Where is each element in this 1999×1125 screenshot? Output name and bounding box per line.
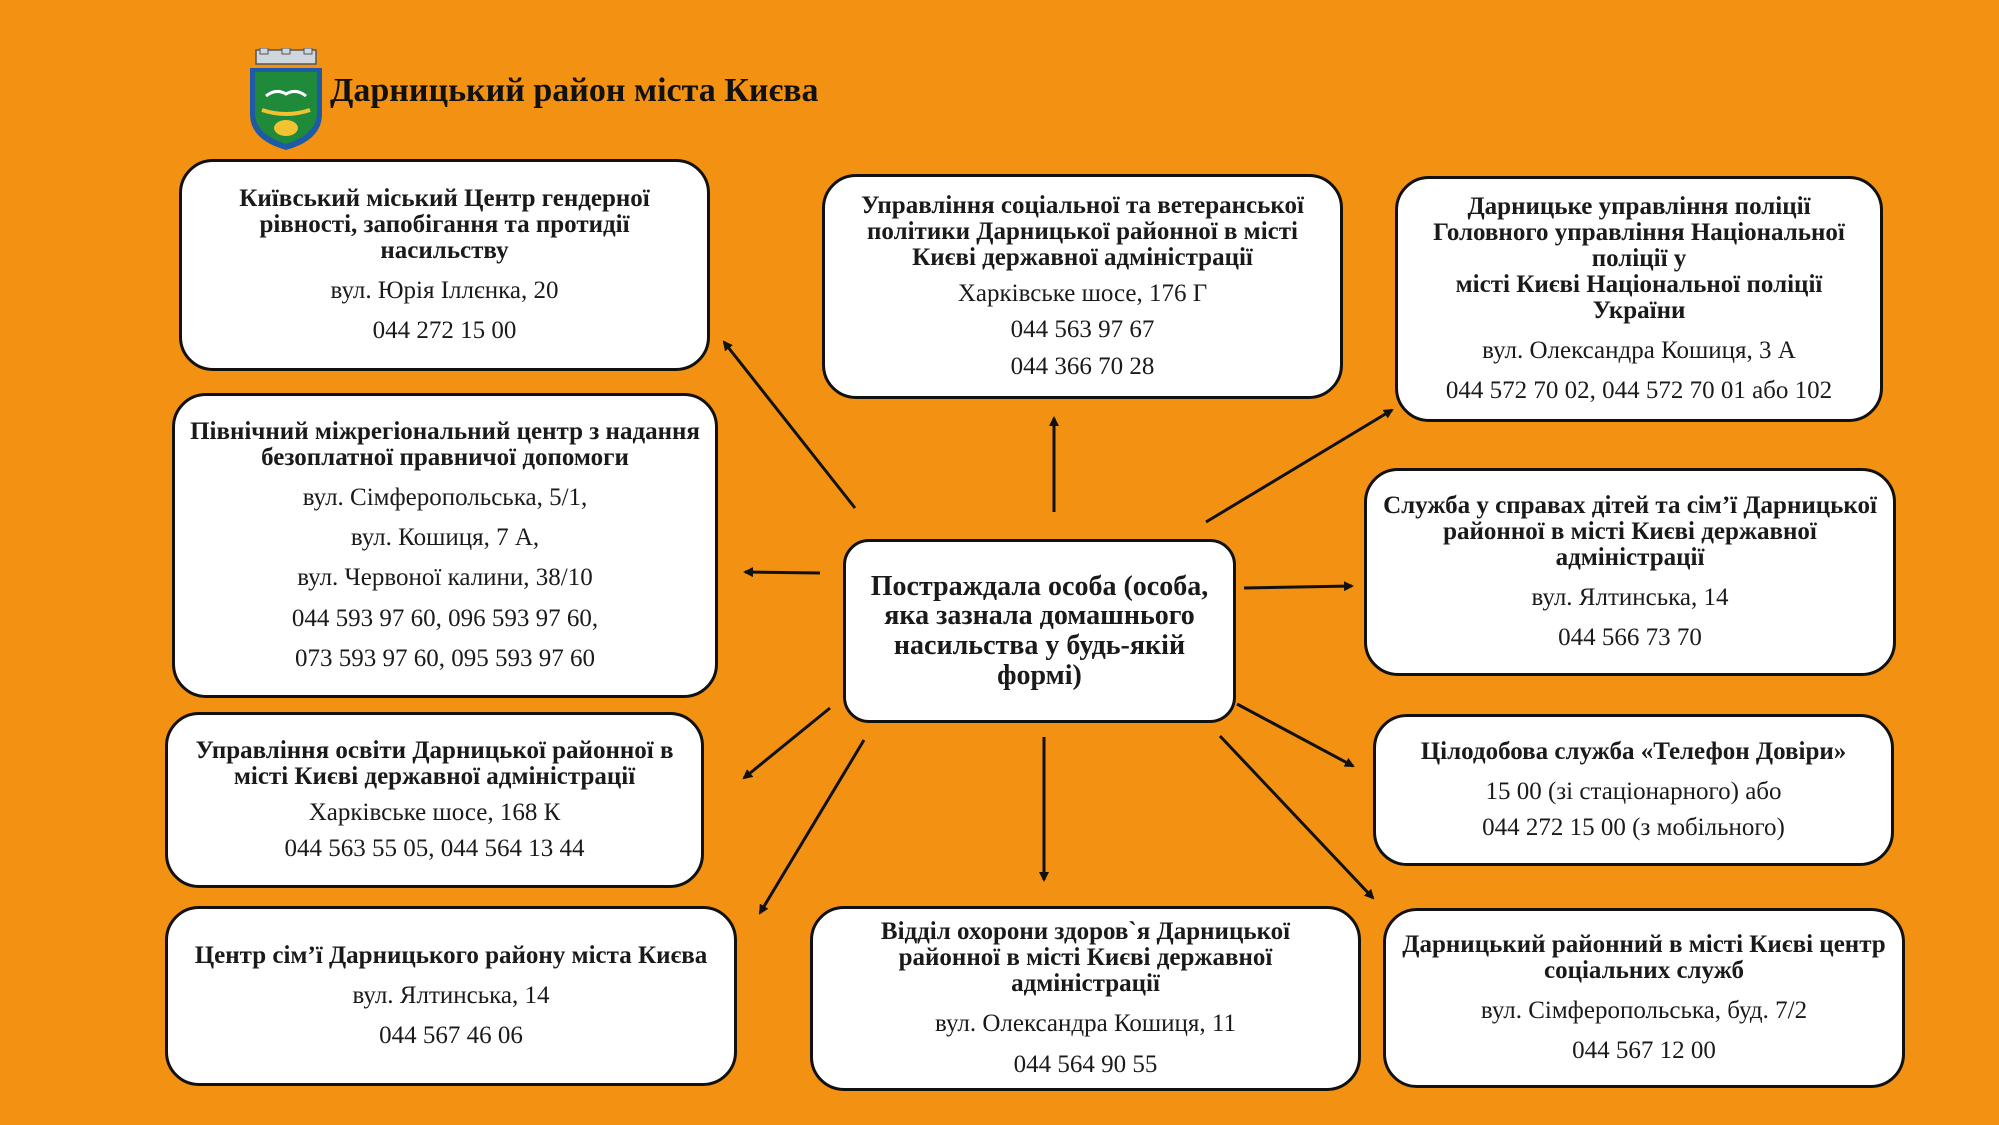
education-phone: 044 563 55 05, 044 564 13 44 <box>284 835 585 862</box>
trust-phone-box <box>1373 714 1894 866</box>
arrow-to-education <box>744 708 830 778</box>
police-phone: 044 572 70 02, 044 572 70 01 або 102 <box>1445 377 1833 404</box>
police-title-line-1: Дарницьке управління поліції Головного управління Національної поліції у <box>1433 192 1845 272</box>
arrow-to-trust-phone <box>1237 704 1353 766</box>
social-policy-address: Харківське шосе, 176 Г <box>957 280 1208 308</box>
trust-phone-line-1: 15 00 (зі стаціонарного) або <box>1485 777 1782 805</box>
education-address: Харківське шосе, 168 К <box>308 798 561 826</box>
arrow-to-children-service <box>1244 586 1352 588</box>
legal-aid-phone-2: 073 593 97 60, 095 593 97 60 <box>295 644 595 672</box>
social-services-phone: 044 567 12 00 <box>1572 1037 1716 1064</box>
children-service-address: вул. Ялтинська, 14 <box>1531 583 1729 611</box>
legal-aid-phone-1: 044 593 97 60, 096 593 97 60, <box>291 604 599 632</box>
education-title: Управління освіти Дарницької районної в місті Києві державної адміністрації <box>195 736 674 790</box>
trust-phone-title: Цілодобова служба «Телефон Довіри» <box>1420 737 1847 765</box>
social-policy-box <box>822 174 1343 399</box>
family-center-title: Центр сім’ї Дарницького району міста Києва <box>194 941 708 969</box>
health-title: Відділ охорони здоров`я Дарницької районної в місті Києві державної адміністрації <box>880 918 1291 998</box>
health-phone: 044 564 90 55 <box>1013 1050 1158 1078</box>
family-center-address: вул. Ялтинська, 14 <box>352 981 550 1009</box>
gender-center-box <box>179 159 710 371</box>
police-title-line-2: місті Києві Національної поліції України <box>1455 270 1823 324</box>
trust-phone-line-2: 044 272 15 00 (з мобільного) <box>1482 814 1785 841</box>
education-box <box>165 712 704 888</box>
legal-aid-address-1: вул. Сімферопольська, 5/1, <box>302 483 588 511</box>
social-services-address: вул. Сімферопольська, буд. 7/2 <box>1480 996 1808 1024</box>
arrow-to-family-center <box>760 740 864 913</box>
arrow-to-legal-aid <box>745 572 820 573</box>
social-policy-title: Управління соціальної та ветеранської політики Дарницької районної в місті Києві державної адміністрації <box>861 192 1304 272</box>
children-service-phone: 044 566 73 70 <box>1558 624 1702 651</box>
legal-aid-address-3: вул. Червоної калини, 38/10 <box>297 564 593 592</box>
family-center-box <box>165 906 737 1086</box>
social-policy-phone-1: 044 563 97 67 <box>1010 316 1155 344</box>
police-box <box>1395 176 1883 422</box>
family-center-phone: 044 567 46 06 <box>379 1022 523 1049</box>
gender-center-title: Київський міський Центр гендерної рівності, запобігання та протидії насильству <box>239 184 650 264</box>
gender-center-address: вул. Юрія Іллєнка, 20 <box>330 276 559 304</box>
legal-aid-title: Північний міжрегіональний центр з надання безоплатної правничої допомоги <box>190 417 700 471</box>
arrow-to-social-services <box>1220 736 1373 898</box>
legal-aid-box <box>172 393 718 698</box>
children-service-box <box>1364 468 1896 676</box>
health-box <box>810 906 1361 1091</box>
center-victim-box <box>843 539 1236 723</box>
center-victim-title: Постраждала особа (особа, яка зазнала домашнього насильства у будь-якій формі) <box>870 570 1209 691</box>
social-policy-phone-2: 044 366 70 28 <box>1010 352 1155 380</box>
health-address: вул. Олександра Кошиця, 11 <box>935 1010 1236 1038</box>
police-address: вул. Олександра Кошиця, 3 А <box>1482 336 1796 364</box>
gender-center-phone: 044 272 15 00 <box>372 317 517 344</box>
legal-aid-address-2: вул. Кошиця, 7 А, <box>350 524 540 552</box>
social-services-box <box>1383 908 1905 1088</box>
page-title: Дарницький район міста Києва <box>330 72 819 109</box>
social-services-title: Дарницький районний в місті Києві центр соціальних служб <box>1402 930 1886 984</box>
children-service-title: Служба у справах дітей та сім’ї Дарницької районної в місті Києві державної адміністрації <box>1383 491 1877 571</box>
